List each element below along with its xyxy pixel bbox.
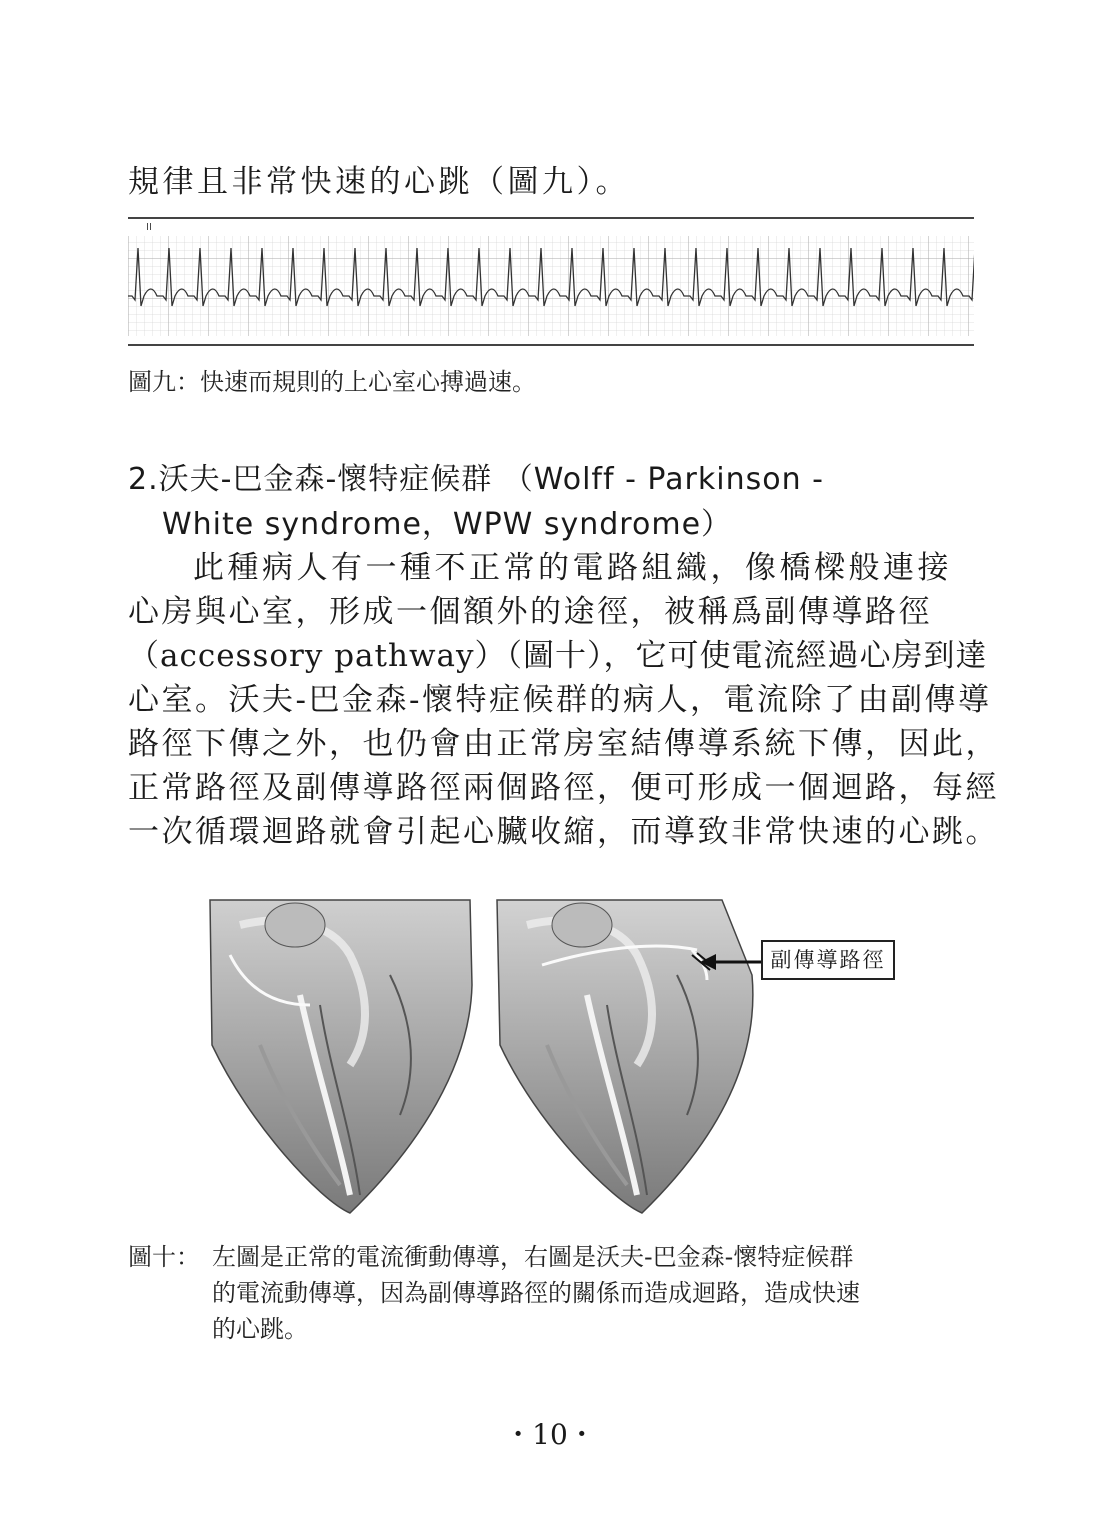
heart-illustration-normal <box>200 895 480 1225</box>
callout-arrow-icon <box>700 950 762 974</box>
ecg-trace-graphic <box>128 218 974 345</box>
intro-text: 規律且非常快速的心跳（圖九）。 <box>128 164 630 200</box>
paragraph-line: 正常路徑及副傳導路徑兩個路徑，便可形成一個迴路，每經 <box>128 770 999 806</box>
ecg-bottom-rule <box>128 344 974 346</box>
section-heading-line1: 2.沃夫-巴金森-懷特症候群 （Wolff - Parkinson - <box>128 462 824 497</box>
section-heading-line2: White syndrome，WPW syndrome） <box>162 507 733 542</box>
ecg-strip <box>128 218 974 345</box>
figure10-caption-line: 左圖是正常的電流衝動傳導，右圖是沃夫-巴金森-懷特症候群 <box>212 1243 854 1271</box>
page-number: ・10・ <box>504 1418 596 1451</box>
figure10-caption-line: 的心跳。 <box>212 1315 308 1343</box>
figure10-caption-line: 的電流動傳導，因為副傳導路徑的關係而造成迴路，造成快速 <box>212 1279 860 1307</box>
paragraph-line: 心室。沃夫-巴金森-懷特症候群的病人，電流除了由副傳導 <box>128 682 992 718</box>
paragraph-line: 路徑下傳之外，也仍會由正常房室結傳導系統下傳，因此， <box>128 726 999 762</box>
figure9-caption: 圖九：快速而規則的上心室心搏過速。 <box>128 368 536 396</box>
heart-illustration-wpw <box>492 895 772 1225</box>
paragraph-line: （accessory pathway）（圖十），它可使電流經過心房到達 <box>128 638 988 674</box>
paragraph-line: 此種病人有一種不正常的電路組織，像橋樑般連接 <box>193 550 952 586</box>
ecg-lead-label: II <box>146 222 152 233</box>
accessory-pathway-label: 副傳導路徑 <box>761 940 895 980</box>
paragraph-line: 心房與心室，形成一個額外的途徑，被稱爲副傳導路徑 <box>128 594 932 630</box>
figure10-caption-prefix: 圖十： <box>128 1243 200 1271</box>
paragraph-line: 一次循環迴路就會引起心臟收縮，而導致非常快速的心跳。 <box>128 814 999 850</box>
